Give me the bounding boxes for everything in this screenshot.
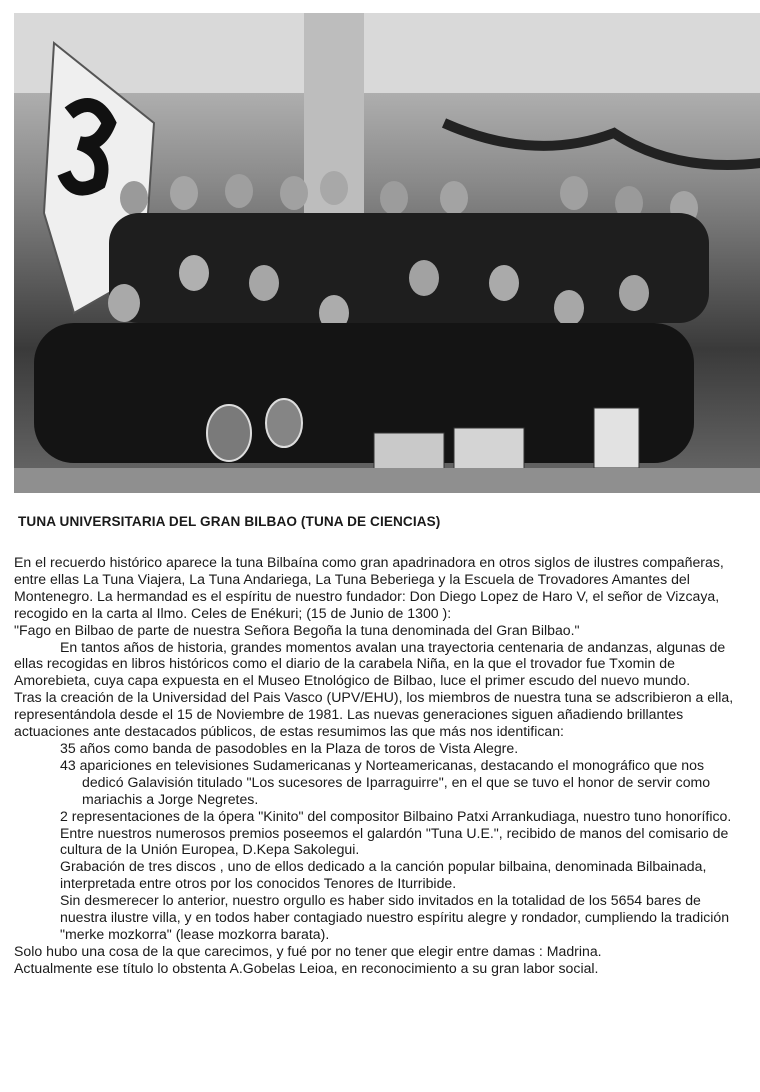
group-photo-illustration <box>14 13 760 493</box>
article-paragraph-5: 35 años como banda de pasodobles en la Plaza de toros de Vista Alegre. <box>60 739 519 756</box>
group-photo <box>14 13 760 493</box>
article-paragraph-12: Actualmente ese título lo obstenta A.Gobelas Leioa, en reconocimiento a su gran labor social. <box>14 959 599 976</box>
article-body <box>14 554 738 977</box>
article-paragraph-9: Grabación de tres discos , uno de ellos dedicado a la canción popular bilbaina, denominada Bilbainada, interpretada entre otros por los conocidos Tenores de Iturribide. <box>60 858 707 892</box>
article-paragraph-11: Solo hubo una cosa de la que carecimos, y fué por no tener que elegir entre damas : Madrina. <box>14 942 602 959</box>
article-title: TUNA UNIVERSITARIA DEL GRAN BILBAO (TUNA DE CIENCIAS) <box>18 514 441 529</box>
article-paragraph-4: Tras la creación de la Universidad del Pais Vasco (UPV/EHU), los miembros de nuestra tuna se adscribieron a ella, representándola desde el 15 de Noviembre de 1981. Las nuevas generaciones siguen añadiendo brillantes actuaciones ante destacados públicos, de estas resumimos las que más nos identifican: <box>14 689 734 740</box>
article-paragraph-1: En el recuerdo histórico aparece la tuna Bilbaína como gran apadrinadora en otros siglos de ilustres compañeras, entre ellas La Tuna Viajera, La Tuna Andariega, La Tuna Beberiega y la Escuela de Trovadores Amantes del Montenegro. La hermandad es el espíritu de nuestro fundador: Don Diego Lopez de Haro V, el señor de Vizcaya, recogido en la carta al Ilmo. Celes de Enékuri; (15 de Junio de 1300 ): <box>14 554 724 621</box>
article-paragraph-2: "Fago en Bilbao de parte de nuestra Señora Begoña la tuna denominada del Gran Bilbao." <box>14 621 580 638</box>
article-paragraph-8: Entre nuestros numerosos premios poseemos el galardón "Tuna U.E.", recibido de manos del comisario de cultura de la Unión Europea, D.Kepa Sakolegui. <box>60 824 729 858</box>
article-paragraph-3: En tantos años de historia, grandes momentos avalan una trayectoria centenaria de andanzas, algunas de ellas recogidas en libros históricos como el diario de la carabela Niña, en la que el trovador fue Txomin de Amorebieta, cuya capa expuesta en el Museo Etnológico de Bilbao, luce el primer escudo del nuevo mundo. <box>14 638 726 689</box>
article-paragraph-6: 43 apariciones en televisiones Sudamericanas y Norteamericanas, destacando el monográfico que nos dedicó Galavisión titulado "Los sucesores de Iparraguirre", en el que se tuvo el honor de servir como mariachis a Jorge Negretes. <box>60 756 711 807</box>
article-paragraph-10: Sin desmerecer lo anterior, nuestro orgullo es haber sido invitados en la totalidad de los 5654 bares de nuestra ilustre villa, y en todos haber contagiado nuestro espíritu alegre y rondador, cumpliendo la tradición "merke mozkorra" (lease mozkorra barata). <box>60 892 730 942</box>
article-paragraph-7: 2 representaciones de la ópera "Kinito" del compositor Bilbaino Patxi Arrankudiaga, nuestro tuno honorífico. <box>60 807 732 824</box>
